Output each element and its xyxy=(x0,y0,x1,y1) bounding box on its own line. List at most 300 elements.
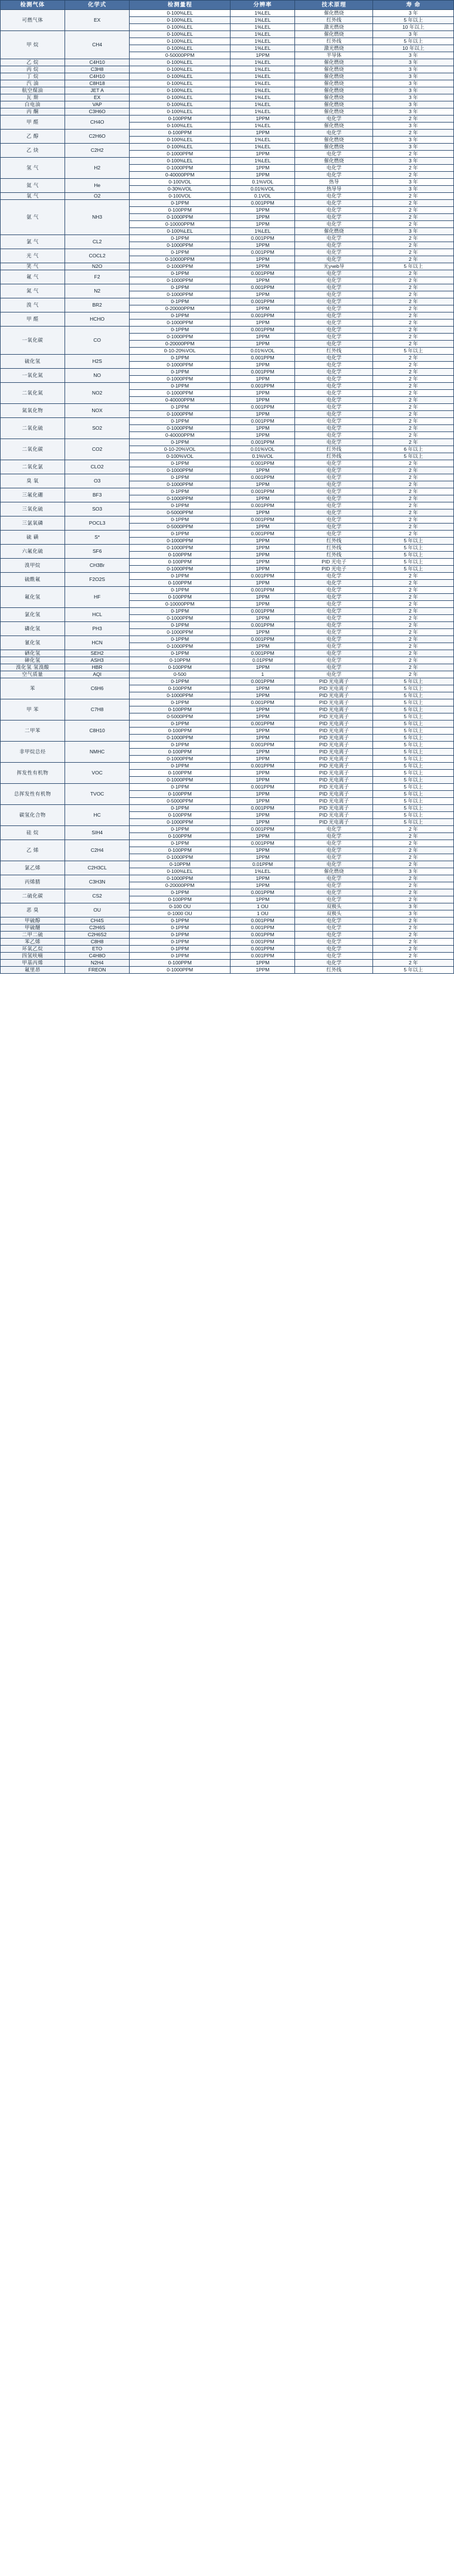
formula-cell: HCHO xyxy=(65,312,130,327)
resolution-cell: 1 xyxy=(231,671,295,678)
technology-cell: 电化学 xyxy=(295,932,373,939)
life-cell: 5 年以上 xyxy=(373,263,454,270)
resolution-cell: 1PPM xyxy=(231,207,295,214)
technology-cell: 电化学 xyxy=(295,622,373,629)
gas-name-cell: 氟里昂 xyxy=(1,967,65,974)
table-row xyxy=(1,263,454,270)
life-cell: 5 年以上 xyxy=(373,699,454,706)
formula-cell: HCN xyxy=(65,636,130,650)
range-cell: 0-100%LEL xyxy=(130,17,231,24)
formula-cell: S* xyxy=(65,531,130,545)
header-formula: 化学式 xyxy=(65,1,130,10)
life-cell: 2 年 xyxy=(373,460,454,467)
technology-cell: 催化燃烧 xyxy=(295,868,373,875)
resolution-cell: 0.01%VOL xyxy=(231,446,295,453)
gas-name-cell: 瓦 斯 xyxy=(1,94,65,101)
resolution-cell: 1PPM xyxy=(231,214,295,221)
technology-cell: 催化燃烧 xyxy=(295,158,373,165)
resolution-cell: 1PPM xyxy=(231,643,295,650)
technology-cell: 红外线 xyxy=(295,967,373,974)
formula-cell: C8H18 xyxy=(65,80,130,87)
range-cell: 0-100PPM xyxy=(130,749,231,756)
technology-cell: 电化学 xyxy=(295,495,373,502)
table-row xyxy=(1,960,454,967)
resolution-cell: 1PPM xyxy=(231,847,295,854)
resolution-cell: 1%LEL xyxy=(231,144,295,151)
range-cell: 0-100%LEL xyxy=(130,158,231,165)
technology-cell: 电化学 xyxy=(295,861,373,868)
life-cell: 5 年以上 xyxy=(373,812,454,819)
range-cell: 0-100PPM xyxy=(130,664,231,671)
gas-name-cell: 臭 氧 xyxy=(1,474,65,488)
range-cell: 0-40000PPM xyxy=(130,397,231,404)
technology-cell: 电化学 xyxy=(295,221,373,228)
resolution-cell: 0.001PPM xyxy=(231,953,295,960)
life-cell: 2 年 xyxy=(373,383,454,390)
life-cell: 2 年 xyxy=(373,397,454,404)
technology-cell: 电化学 xyxy=(295,664,373,671)
resolution-cell: 0.001PPM xyxy=(231,270,295,277)
formula-cell: H2S xyxy=(65,355,130,369)
range-cell: 0-1000PPM xyxy=(130,425,231,432)
range-cell: 0-1PPM xyxy=(130,355,231,362)
life-cell: 6 年以上 xyxy=(373,446,454,453)
resolution-cell: 1PPM xyxy=(231,728,295,735)
technology-cell: PID 光电离子 xyxy=(295,706,373,713)
formula-cell: C4H8O xyxy=(65,953,130,960)
header-gas-name: 检测气体 xyxy=(1,1,65,10)
technology-cell: 红外线 xyxy=(295,538,373,545)
resolution-cell: 1PPM xyxy=(231,833,295,840)
technology-cell: 催化燃烧 xyxy=(295,73,373,80)
resolution-cell: 1PPM xyxy=(231,320,295,327)
resolution-cell: 0.001PPM xyxy=(231,284,295,291)
resolution-cell: 0.001PPM xyxy=(231,587,295,594)
range-cell: 0-1PPM xyxy=(130,953,231,960)
table-row xyxy=(1,826,454,833)
range-cell: 0-1PPM xyxy=(130,826,231,833)
resolution-cell: 0.001PPM xyxy=(231,327,295,334)
formula-cell: C2H3CL xyxy=(65,861,130,875)
table-row xyxy=(1,439,454,446)
life-cell: 2 年 xyxy=(373,502,454,509)
table-row xyxy=(1,10,454,17)
gas-name-cell: 二氧化氮 xyxy=(1,383,65,404)
technology-cell: PID 光电子 xyxy=(295,559,373,566)
life-cell: 2 年 xyxy=(373,390,454,397)
technology-cell: 电化学 xyxy=(295,165,373,172)
range-cell: 0-1PPM xyxy=(130,917,231,925)
formula-cell: TVOC xyxy=(65,784,130,805)
resolution-cell: 1PPM xyxy=(231,538,295,545)
resolution-cell: 1PPM xyxy=(231,256,295,263)
formula-cell: SO3 xyxy=(65,502,130,516)
technology-cell: 电化学 xyxy=(295,270,373,277)
life-cell: 2 年 xyxy=(373,826,454,833)
life-cell: 3 年 xyxy=(373,903,454,910)
gas-name-cell: 四氢呋喃 xyxy=(1,953,65,960)
resolution-cell: 1PPM xyxy=(231,130,295,137)
resolution-cell: 1PPM xyxy=(231,664,295,671)
life-cell: 2 年 xyxy=(373,270,454,277)
resolution-cell: 1%LEL xyxy=(231,123,295,130)
range-cell: 0-10PPM xyxy=(130,861,231,868)
technology-cell: PID 光电离子 xyxy=(295,770,373,777)
resolution-cell: 0.001PPM xyxy=(231,636,295,643)
resolution-cell: 1%LEL xyxy=(231,137,295,144)
table-row xyxy=(1,327,454,334)
technology-cell: PID 光电离子 xyxy=(295,777,373,784)
life-cell: 2 年 xyxy=(373,418,454,425)
table-row xyxy=(1,917,454,925)
gas-name-cell: 总挥发性有机物 xyxy=(1,784,65,805)
resolution-cell: 1%LEL xyxy=(231,38,295,45)
range-cell: 0-100%LEL xyxy=(130,45,231,52)
table-row xyxy=(1,946,454,953)
formula-cell: C3H3N xyxy=(65,875,130,889)
resolution-cell: 1PPM xyxy=(231,615,295,622)
range-cell: 0-1000PPM xyxy=(130,376,231,383)
resolution-cell: 1PPM xyxy=(231,411,295,418)
header-resolution: 分辨率 xyxy=(231,1,295,10)
resolution-cell: 1PPM xyxy=(231,566,295,573)
gas-name-cell: 二氧化硫 xyxy=(1,418,65,439)
life-cell: 2 年 xyxy=(373,242,454,249)
range-cell: 0-1000 OU xyxy=(130,910,231,917)
table-row xyxy=(1,66,454,73)
table-row xyxy=(1,559,454,566)
formula-cell: HCL xyxy=(65,608,130,622)
formula-cell: HC xyxy=(65,805,130,826)
gas-name-cell: 非甲烷总烃 xyxy=(1,742,65,763)
range-cell: 0-40000PPM xyxy=(130,432,231,439)
formula-cell: HF xyxy=(65,587,130,608)
range-cell: 0-1000PPM xyxy=(130,854,231,861)
resolution-cell: 1%LEL xyxy=(231,868,295,875)
life-cell: 5 年以上 xyxy=(373,17,454,24)
life-cell: 2 年 xyxy=(373,298,454,305)
resolution-cell: 1%LEL xyxy=(231,31,295,38)
table-row xyxy=(1,369,454,376)
life-cell: 5 年以上 xyxy=(373,967,454,974)
technology-cell: 电化学 xyxy=(295,833,373,840)
life-cell: 5 年以上 xyxy=(373,453,454,460)
range-cell: 0-1PPM xyxy=(130,270,231,277)
gas-name-cell: 砷化氢 xyxy=(1,657,65,664)
range-cell: 0-1PPM xyxy=(130,678,231,685)
life-cell: 5 年以上 xyxy=(373,706,454,713)
life-cell: 5 年以上 xyxy=(373,721,454,728)
range-cell: 0-1PPM xyxy=(130,327,231,334)
technology-cell: 电化学 xyxy=(295,657,373,664)
technology-cell: 催化燃烧 xyxy=(295,94,373,101)
life-cell: 3 年 xyxy=(373,228,454,235)
gas-name-cell: 甲基丙烯 xyxy=(1,960,65,967)
formula-cell: CH4 xyxy=(65,31,130,59)
range-cell: 0-5000PPM xyxy=(130,509,231,516)
life-cell: 5 年以上 xyxy=(373,749,454,756)
technology-cell: 电化学 xyxy=(295,418,373,425)
technology-cell: 电化学 xyxy=(295,573,373,580)
table-row xyxy=(1,861,454,868)
formula-cell: BF3 xyxy=(65,488,130,502)
technology-cell: PID 光电离子 xyxy=(295,756,373,763)
resolution-cell: 0.001PPM xyxy=(231,235,295,242)
range-cell: 0-100%LEL xyxy=(130,228,231,235)
life-cell: 3 年 xyxy=(373,31,454,38)
formula-cell: SIH4 xyxy=(65,826,130,840)
table-row xyxy=(1,699,454,706)
resolution-cell: 1PPM xyxy=(231,798,295,805)
resolution-cell: 1%LEL xyxy=(231,45,295,52)
technology-cell: 催化燃烧 xyxy=(295,228,373,235)
formula-cell: PH3 xyxy=(65,622,130,636)
range-cell: 0-100PPM xyxy=(130,896,231,903)
range-cell: 0-1PPM xyxy=(130,721,231,728)
table-row xyxy=(1,875,454,882)
resolution-cell: 1%LEL xyxy=(231,94,295,101)
resolution-cell: 1PPM xyxy=(231,875,295,882)
header-range: 检测量程 xyxy=(130,1,231,10)
technology-cell: 热导导 xyxy=(295,186,373,193)
range-cell: 0-1000PPM xyxy=(130,643,231,650)
gas-name-cell: 二氧化碳 xyxy=(1,439,65,460)
range-cell: 0-20000PPM xyxy=(130,341,231,348)
technology-cell: PID 光电离子 xyxy=(295,685,373,692)
range-cell: 0-1PPM xyxy=(130,418,231,425)
resolution-cell: 1PPM xyxy=(231,692,295,699)
resolution-cell: 0.001PPM xyxy=(231,488,295,495)
range-cell: 0-100PPM xyxy=(130,685,231,692)
formula-cell: F2O2S xyxy=(65,573,130,587)
range-cell: 0-100%LEL xyxy=(130,137,231,144)
formula-cell: ASH3 xyxy=(65,657,130,664)
technology-cell: 电化学 xyxy=(295,671,373,678)
life-cell: 2 年 xyxy=(373,334,454,341)
resolution-cell: 1PPM xyxy=(231,397,295,404)
table-row xyxy=(1,200,454,207)
life-cell: 2 年 xyxy=(373,327,454,334)
table-row xyxy=(1,235,454,242)
life-cell: 3 年 xyxy=(373,66,454,73)
range-cell: 0-100PPM xyxy=(130,580,231,587)
range-cell: 0-1PPM xyxy=(130,474,231,481)
life-cell: 2 年 xyxy=(373,256,454,263)
formula-cell: CH4S xyxy=(65,917,130,925)
technology-cell: PID 光电离子 xyxy=(295,798,373,805)
technology-cell: 电化学 xyxy=(295,524,373,531)
formula-cell: NOX xyxy=(65,404,130,418)
gas-name-cell: 硒化氢 xyxy=(1,650,65,657)
resolution-cell: 1PPM xyxy=(231,151,295,158)
life-cell: 2 年 xyxy=(373,362,454,369)
table-row xyxy=(1,355,454,362)
range-cell: 0-100 OU xyxy=(130,903,231,910)
formula-cell: HBR xyxy=(65,664,130,671)
formula-cell: NMHC xyxy=(65,742,130,763)
range-cell: 0-40000PPM xyxy=(130,172,231,179)
gas-name-cell: 氦 气 xyxy=(1,179,65,193)
life-cell: 3 年 xyxy=(373,59,454,66)
life-cell: 3 年 xyxy=(373,179,454,186)
technology-cell: PID 光电离子 xyxy=(295,678,373,685)
resolution-cell: 0.001PPM xyxy=(231,298,295,305)
life-cell: 2 年 xyxy=(373,355,454,362)
life-cell: 5 年以上 xyxy=(373,805,454,812)
life-cell: 2 年 xyxy=(373,657,454,664)
resolution-cell: 1PPM xyxy=(231,432,295,439)
formula-cell: FREON xyxy=(65,967,130,974)
range-cell: 0-1PPM xyxy=(130,235,231,242)
technology-cell: 电化学 xyxy=(295,601,373,608)
gas-name-cell: 乙 烯 xyxy=(1,840,65,861)
technology-cell: 电化学 xyxy=(295,411,373,418)
table-row xyxy=(1,460,454,467)
formula-cell: NO xyxy=(65,369,130,383)
gas-name-cell: 碳氢化合物 xyxy=(1,805,65,826)
technology-cell: 电化学 xyxy=(295,334,373,341)
life-cell: 2 年 xyxy=(373,115,454,123)
life-cell: 2 年 xyxy=(373,932,454,939)
technology-cell: 红外线 xyxy=(295,446,373,453)
resolution-cell: 1PPM xyxy=(231,770,295,777)
resolution-cell: 0.001PPM xyxy=(231,650,295,657)
range-cell: 0-100VOL xyxy=(130,193,231,200)
range-cell: 0-100PPM xyxy=(130,960,231,967)
life-cell: 2 年 xyxy=(373,615,454,622)
resolution-cell: 1PPM xyxy=(231,172,295,179)
formula-cell: NH3 xyxy=(65,200,130,235)
technology-cell: 电化学 xyxy=(295,925,373,932)
resolution-cell: 0.001PPM xyxy=(231,939,295,946)
life-cell: 2 年 xyxy=(373,474,454,481)
resolution-cell: 1PPM xyxy=(231,559,295,566)
technology-cell: 电化学 xyxy=(295,615,373,622)
technology-cell: 电化学 xyxy=(295,130,373,137)
range-cell: 0-1PPM xyxy=(130,284,231,291)
resolution-cell: 0.001PPM xyxy=(231,784,295,791)
technology-cell: 电化学 xyxy=(295,305,373,312)
resolution-cell: 1PPM xyxy=(231,580,295,587)
technology-cell: 电化学 xyxy=(295,460,373,467)
resolution-cell: 1PPM xyxy=(231,735,295,742)
resolution-cell: 1PPM xyxy=(231,960,295,967)
technology-cell: 红外线 xyxy=(295,38,373,45)
resolution-cell: 1PPM xyxy=(231,277,295,284)
life-cell: 2 年 xyxy=(373,896,454,903)
gas-name-cell: 挥发性有机物 xyxy=(1,763,65,784)
technology-cell: 催化燃烧 xyxy=(295,59,373,66)
table-row xyxy=(1,784,454,791)
life-cell: 2 年 xyxy=(373,601,454,608)
life-cell: 3 年 xyxy=(373,144,454,151)
table-row xyxy=(1,31,454,38)
resolution-cell: 0.001PPM xyxy=(231,200,295,207)
life-cell: 2 年 xyxy=(373,573,454,580)
resolution-cell: 0.001PPM xyxy=(231,678,295,685)
life-cell: 5 年以上 xyxy=(373,692,454,699)
range-cell: 0-1PPM xyxy=(130,439,231,446)
range-cell: 0-1000PPM xyxy=(130,214,231,221)
technology-cell: 电化学 xyxy=(295,882,373,889)
life-cell: 2 年 xyxy=(373,946,454,953)
range-cell: 0-1000PPM xyxy=(130,467,231,474)
life-cell: 2 年 xyxy=(373,882,454,889)
resolution-cell: 0.1%VOL xyxy=(231,179,295,186)
range-cell: 0-1000PPM xyxy=(130,362,231,369)
resolution-cell: 1PPM xyxy=(231,749,295,756)
table-row xyxy=(1,608,454,615)
table-row xyxy=(1,193,454,200)
formula-cell: H2 xyxy=(65,158,130,179)
life-cell: 5 年以上 xyxy=(373,784,454,791)
resolution-cell: 1%LEL xyxy=(231,158,295,165)
table-row xyxy=(1,404,454,411)
formula-cell: NO2 xyxy=(65,383,130,404)
formula-cell: EX xyxy=(65,10,130,31)
range-cell: 0-1000PPM xyxy=(130,263,231,270)
formula-cell: BR2 xyxy=(65,298,130,312)
formula-cell: N2O xyxy=(65,263,130,270)
resolution-cell: 1%LEL xyxy=(231,73,295,80)
table-row xyxy=(1,664,454,671)
table-row xyxy=(1,130,454,137)
technology-cell: 电化学 xyxy=(295,214,373,221)
resolution-cell: 0.001PPM xyxy=(231,946,295,953)
formula-cell: C4H10 xyxy=(65,73,130,80)
resolution-cell: 0.001PPM xyxy=(231,699,295,706)
life-cell: 5 年以上 xyxy=(373,685,454,692)
range-cell: 0-1000PPM xyxy=(130,291,231,298)
range-cell: 0-1000PPM xyxy=(130,777,231,784)
gas-name-cell: 氢 气 xyxy=(1,158,65,179)
range-cell: 0-1PPM xyxy=(130,404,231,411)
formula-cell: POCL3 xyxy=(65,516,130,531)
resolution-cell: 0.001PPM xyxy=(231,404,295,411)
range-cell: 0-1000PPM xyxy=(130,495,231,502)
technology-cell: 电化学 xyxy=(295,488,373,495)
life-cell: 2 年 xyxy=(373,369,454,376)
gas-name-cell: 甲 醛 xyxy=(1,115,65,130)
technology-cell: 电化学 xyxy=(295,200,373,207)
technology-cell: 电化学 xyxy=(295,509,373,516)
range-cell: 0-1PPM xyxy=(130,369,231,376)
life-cell: 2 年 xyxy=(373,172,454,179)
range-cell: 0-1PPM xyxy=(130,573,231,580)
gas-name-cell: 二硫化碳 xyxy=(1,889,65,903)
range-cell: 0-100PPM xyxy=(130,833,231,840)
formula-cell: C2H2 xyxy=(65,144,130,158)
technology-cell: 电化学 xyxy=(295,467,373,474)
resolution-cell: 0.1%VOL xyxy=(231,453,295,460)
gas-name-cell: 硅 烷 xyxy=(1,826,65,840)
range-cell: 0-1PPM xyxy=(130,502,231,509)
gas-name-cell: 氟化氢 xyxy=(1,587,65,608)
resolution-cell: 0.001PPM xyxy=(231,622,295,629)
life-cell: 3 年 xyxy=(373,87,454,94)
formula-cell: CH4O xyxy=(65,115,130,130)
table-row xyxy=(1,742,454,749)
gas-name-cell: 二氧化氯 xyxy=(1,460,65,474)
resolution-cell: 1%LEL xyxy=(231,24,295,31)
life-cell: 3 年 xyxy=(373,186,454,193)
life-cell: 2 年 xyxy=(373,875,454,882)
technology-cell: 电化学 xyxy=(295,256,373,263)
life-cell: 2 年 xyxy=(373,953,454,960)
life-cell: 3 年 xyxy=(373,101,454,108)
resolution-cell: 0.001PPM xyxy=(231,531,295,538)
resolution-cell: 1PPM xyxy=(231,756,295,763)
